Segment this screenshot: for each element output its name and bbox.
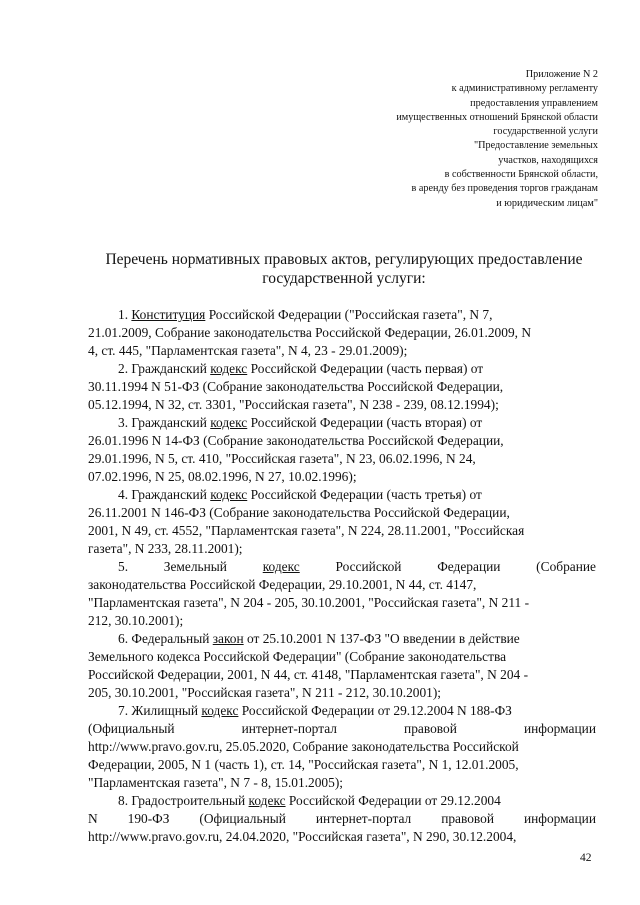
appendix-header — [268, 68, 598, 211]
list-item-line: "Парламентская газета", N 204 - 205, 30.10.2001, "Российская газета", N 211 - — [88, 595, 530, 610]
item-text: Российской Федерации от 29.12.2004 — [285, 793, 501, 808]
item-text: 3. Гражданский — [118, 415, 211, 430]
appendix-line: государственной услуги — [493, 126, 598, 138]
list-item-line: 21.01.2009, Собрание законодательства Российской Федерации, 26.01.2009, N — [88, 325, 532, 340]
item-text: 1. — [118, 307, 132, 322]
list-item-line: http://www.pravo.gov.ru, 24.04.2020, "Российская газета", N 290, 30.12.2004, — [88, 829, 517, 844]
title-line-1: Перечень нормативных правовых актов, регулирующих предоставление — [105, 251, 583, 268]
law-link[interactable]: закон — [212, 631, 244, 646]
list-item-line: законодательства Российской Федерации, 29.10.2001, N 44, ст. 4147, — [88, 577, 477, 592]
item-text: Российской Федерации (часть третья) от — [247, 487, 482, 502]
list-item-line: (Официальный интернет-портал правовой информации — [88, 721, 596, 736]
list-item-line: 29.01.1996, N 5, ст. 410, "Российская газета", N 23, 06.02.1996, N 24, — [88, 451, 476, 466]
list-item-line: 4, ст. 445, "Парламентская газета", N 4, 23 - 29.01.2009); — [88, 343, 408, 358]
appendix-line: и юридическим лицам" — [496, 197, 598, 209]
appendix-line: предоставления управлением — [470, 97, 598, 109]
list-item-line: http://www.pravo.gov.ru, 25.05.2020, Собрание законодательства Российской — [88, 739, 519, 754]
item-text: Российской Федерации от 29.12.2004 N 188-ФЗ — [238, 703, 512, 718]
item-text: 4. Гражданский — [118, 487, 211, 502]
item-text: Российской Федерации (часть вторая) от — [247, 415, 483, 430]
item-text: Российской Федерации (часть первая) от — [247, 361, 484, 376]
item-text: Российской Федерации ("Российская газета", N 7, — [205, 307, 493, 322]
list-item-line: 30.11.1994 N 51-ФЗ (Собрание законодательства Российской Федерации, — [88, 379, 504, 394]
page-number: 42 — [580, 852, 592, 864]
item-text: 5. Земельный — [118, 559, 263, 574]
list-item-line: 205, 30.10.2001, "Российская газета", N 211 - 212, 30.10.2001); — [88, 685, 442, 700]
law-link[interactable]: кодекс — [210, 415, 248, 430]
list-item — [88, 414, 596, 432]
list-item-line: 212, 30.10.2001); — [88, 613, 184, 628]
list-item-line: Российской Федерации, 2001, N 44, ст. 4148, "Парламентская газета", N 204 - — [88, 667, 529, 682]
list-item-line: 2001, N 49, ст. 4552, "Парламентская газета", N 224, 28.11.2001, "Российская — [88, 523, 525, 538]
law-link[interactable]: кодекс — [248, 793, 286, 808]
appendix-line: в собственности Брянской области, — [444, 169, 598, 181]
list-item-line: 05.12.1994, N 32, ст. 3301, "Российская газета", N 238 - 239, 08.12.1994); — [88, 397, 499, 412]
law-link[interactable]: кодекс — [262, 559, 300, 574]
list-item-line: газета", N 233, 28.11.2001); — [88, 541, 243, 556]
list-item — [88, 360, 596, 378]
list-item-line: 26.01.1996 N 14-ФЗ (Собрание законодательства Российской Федерации, — [88, 433, 504, 448]
title-line-2: государственной услуги: — [262, 270, 426, 287]
list-item-line: Земельного кодекса Российской Федерации" (Собрание законодательства — [88, 649, 507, 664]
appendix-line: в аренду без проведения торгов гражданам — [411, 183, 598, 195]
list-item-line: 26.11.2001 N 146-ФЗ (Собрание законодательства Российской Федерации, — [88, 505, 510, 520]
item-text: 6. Федеральный — [118, 631, 213, 646]
item-text: Российской Федерации (Собрание — [299, 559, 596, 574]
list-item-line: 07.02.1996, N 25, 08.02.1996, N 27, 10.02.1996); — [88, 469, 357, 484]
list-item-line: N 190-ФЗ (Официальный интернет-портал правовой информации — [88, 811, 596, 826]
law-link[interactable]: кодекс — [201, 703, 239, 718]
law-link[interactable]: кодекс — [210, 361, 248, 376]
appendix-line: Приложение N 2 — [525, 69, 598, 80]
list-item — [88, 558, 596, 576]
list-item — [88, 630, 596, 648]
list-item — [88, 306, 596, 324]
appendix-line: участков, находящихся — [498, 154, 598, 166]
list-item-line: "Парламентская газета", N 7 - 8, 15.01.2005); — [88, 775, 344, 790]
item-text: от 25.10.2001 N 137-ФЗ "О введении в действие — [243, 631, 520, 646]
page-title — [88, 250, 600, 288]
list-item — [88, 486, 596, 504]
law-link[interactable]: Конституция — [131, 307, 206, 322]
document-body — [88, 306, 596, 846]
item-text: 2. Гражданский — [118, 361, 211, 376]
law-link[interactable]: кодекс — [210, 487, 248, 502]
appendix-line: имущественных отношений Брянской области — [396, 111, 598, 123]
appendix-line: "Предоставление земельных — [473, 140, 598, 152]
list-item — [88, 792, 596, 810]
list-item-line: Федерации, 2005, N 1 (часть 1), ст. 14, "Российская газета", N 1, 12.01.2005, — [88, 757, 519, 772]
appendix-line: к административному регламенту — [451, 83, 598, 95]
item-text: 8. Градостроительный — [118, 793, 249, 808]
list-item — [88, 702, 596, 720]
item-text: 7. Жилищный — [118, 703, 202, 718]
